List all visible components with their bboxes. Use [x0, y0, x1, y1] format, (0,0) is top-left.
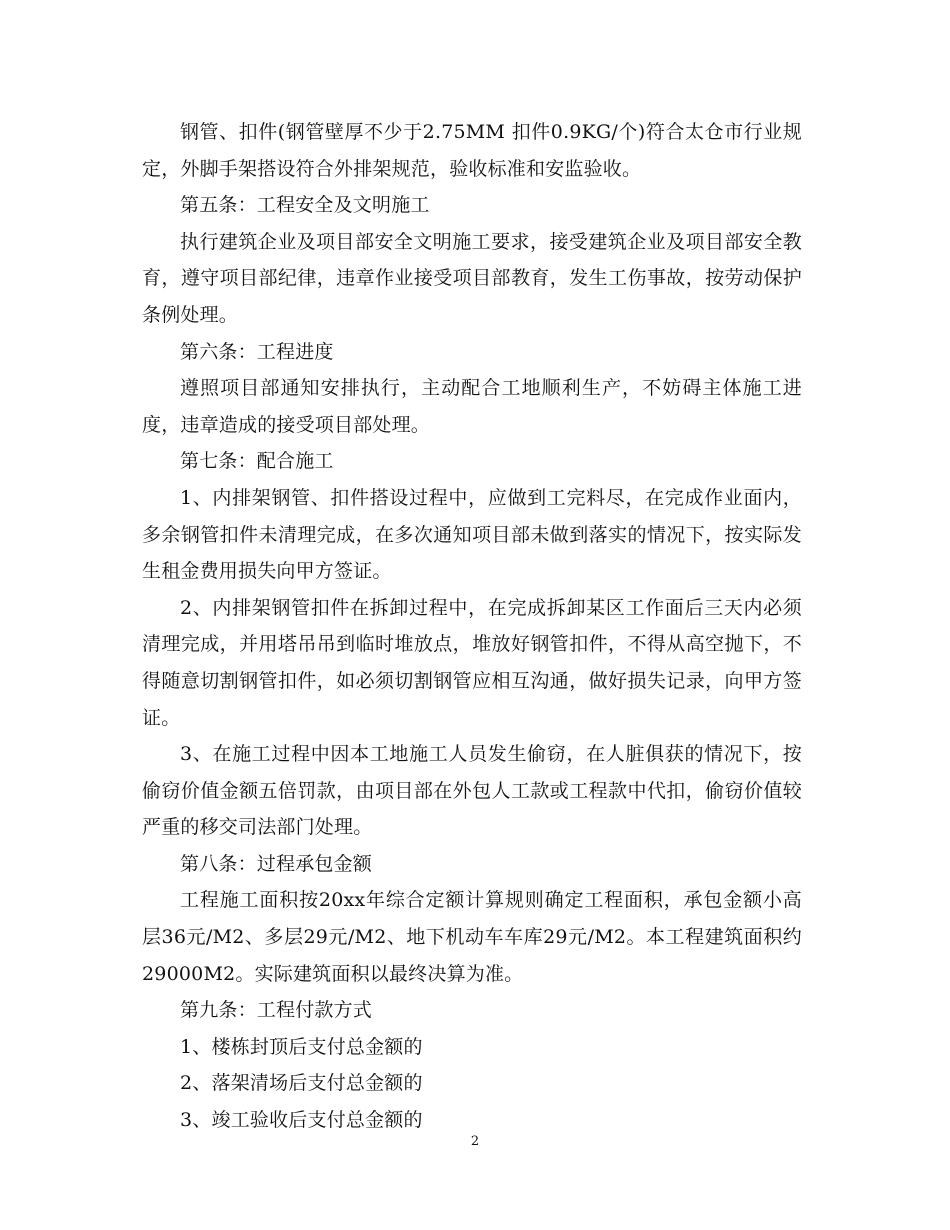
- heading-article-5: 第五条：工程安全及文明施工: [180, 194, 430, 217]
- paragraph-cooperation-3: 3、在施工过程中因本工地施工人员发生偷窃，在人脏俱获的情况下，按偷窃价值金额五倍罚款，由项目部在外包人工款或工程款中代扣，偷窃价值较严重的移交司法部门处理。: [142, 743, 802, 839]
- heading-article-7: 第七条：配合施工: [180, 450, 334, 473]
- heading-article-9: 第九条：工程付款方式: [180, 999, 373, 1022]
- paragraph-materials: 钢管、扣件(钢管壁厚不少于2.75MM 扣件0.9KG/个)符合太仓市行业规定，外脚手架搭设符合外排架规范，验收标准和安监验收。: [142, 121, 802, 180]
- heading-article-8: 第八条：过程承包金额: [180, 852, 373, 875]
- paragraph-progress: 遵照项目部通知安排执行，主动配合工地顺利生产，不妨碍主体施工进度，违章造成的接受项目部处理。: [142, 377, 802, 436]
- paragraph-payment-3: 3、竣工验收后支付总金额的: [180, 1109, 423, 1132]
- paragraph-cooperation-2: 2、内排架钢管扣件在拆卸过程中，在完成拆卸某区工作面后三天内必须清理完成，并用塔吊吊到临时堆放点，堆放好钢管扣件，不得从高空抛下，不得随意切割钢管扣件，如必须切割钢管应相互沟通，做好损失记录，向甲方签证。: [142, 596, 802, 729]
- paragraph-contract-amount: 工程施工面积按20xx年综合定额计算规则确定工程面积，承包金额小高层36元/M2、多层29元/M2、地下机动车车库29元/M2。本工程建筑面积约29000M2。实际建筑面积以最终决算为准。: [142, 889, 802, 985]
- page-number: 2: [470, 1134, 480, 1149]
- paragraph-cooperation-1: 1、内排架钢管、扣件搭设过程中，应做到工完料尽，在完成作业面内，多余钢管扣件未清理完成，在多次通知项目部未做到落实的情况下，按实际发生租金费用损失向甲方签证。: [142, 486, 802, 583]
- paragraph-payment-1: 1、楼栋封顶后支付总金额的: [180, 1035, 423, 1058]
- paragraph-safety: 执行建筑企业及项目部安全文明施工要求，接受建筑企业及项目部安全教育，遵守项目部纪律，违章作业接受项目部教育，发生工伤事故，按劳动保护条例处理。: [142, 230, 802, 326]
- heading-article-6: 第六条：工程进度: [180, 340, 334, 363]
- paragraph-payment-2: 2、落架清场后支付总金额的: [180, 1072, 423, 1095]
- document-body: [142, 114, 802, 1139]
